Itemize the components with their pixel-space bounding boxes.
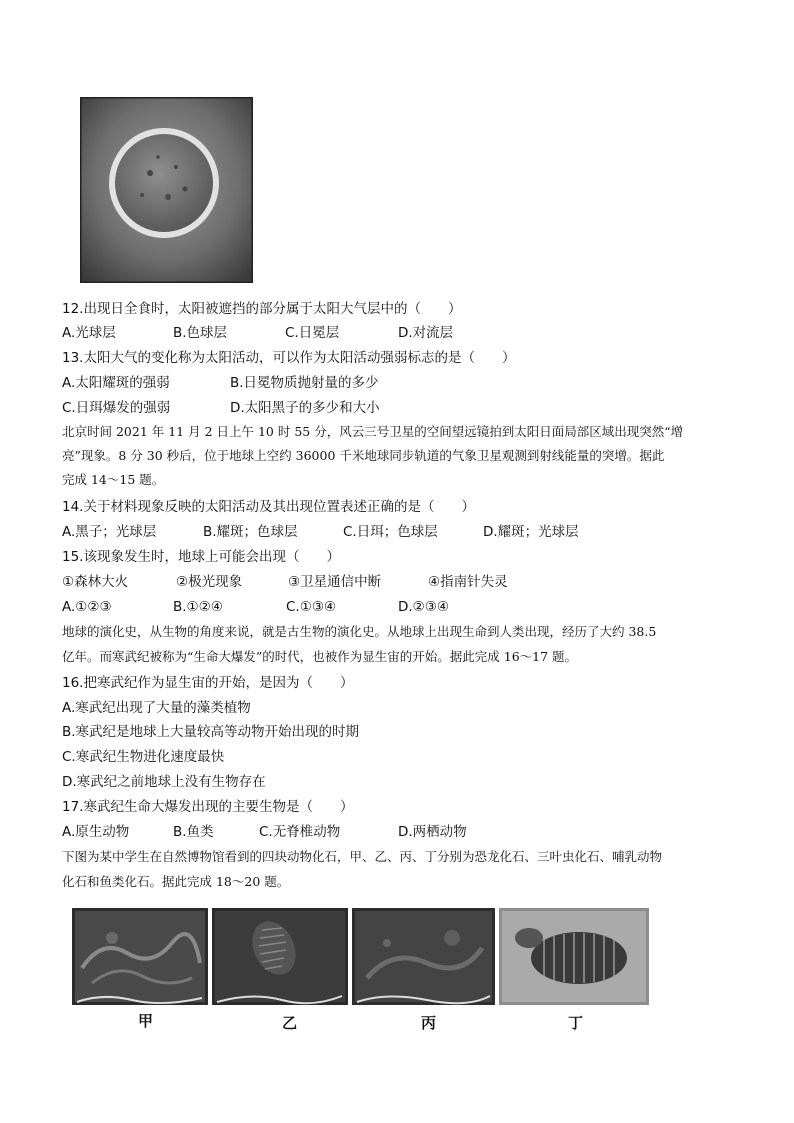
fossil-image-yi [212,908,348,1005]
q12-option-d[interactable]: D.对流层 [398,325,454,341]
q17-option-d[interactable]: D.两栖动物 [398,824,467,840]
passage-3-line-1: 下图为某中学生在自然博物馆看到的四块动物化石，甲、乙、丙、丁分别为恐龙化石、三叶虫化石、哺乳动物 [62,849,663,864]
q14-option-b[interactable]: B.耀斑；色球层 [203,524,298,540]
passage-3-line-2: 化石和鱼类化石。据此完成 18～20 题。 [62,874,290,889]
q14-option-d[interactable]: D.耀斑；光球层 [483,524,579,540]
solar-eclipse-photo [80,97,253,283]
q17-option-b[interactable]: B.鱼类 [173,824,214,840]
fossil-image-jia [72,908,208,1005]
q15-item-4: ④指南针失灵 [428,574,508,590]
question-17-stem: 17.寒武纪生命大爆发出现的主要生物是（ ） [62,799,354,815]
fossil-label-ding: 丁 [568,1014,584,1032]
question-16-stem: 16.把寒武纪作为显生宙的开始，是因为（ ） [62,675,354,691]
passage-2-line-2: 亿年。而寒武纪被称为“生命大爆发”的时代，也被作为显生宙的开始。据此完成 16～17 题。 [62,649,578,664]
q15-item-3: ③卫星通信中断 [288,574,382,590]
q16-option-b[interactable]: B.寒武纪是地球上大量较高等动物开始出现的时期 [62,724,360,740]
q15-item-2: ②极光现象 [176,574,243,590]
passage-1-line-3: 完成 14～15 题。 [62,472,165,487]
question-15-stem: 15.该现象发生时，地球上可能会出现（ ） [62,549,340,565]
fossil-image-bing [352,908,495,1005]
q13-option-d[interactable]: D.太阳黑子的多少和大小 [230,400,380,416]
question-13-stem: 13.太阳大气的变化称为太阳活动，可以作为太阳活动强弱标志的是（ ） [62,350,516,366]
fossil-image-ding [499,908,649,1005]
fossil-label-jia: 甲 [138,1012,154,1030]
fossil-label-yi: 乙 [282,1014,298,1032]
q16-option-a[interactable]: A.寒武纪出现了大量的藻类植物 [62,700,251,716]
q13-option-b[interactable]: B.日冕物质抛射量的多少 [230,375,379,391]
q16-option-c[interactable]: C.寒武纪生物进化速度最快 [62,749,225,765]
passage-1-line-1: 北京时间 2021 年 11 月 2 日上午 10 时 55 分，风云三号卫星的空间望远镜拍到太阳日面局部区域出现突然“增 [62,424,684,439]
q17-option-c[interactable]: C.无脊椎动物 [259,824,341,840]
q15-option-a[interactable]: A.①②③ [62,599,112,615]
q15-option-d[interactable]: D.②③④ [398,599,449,615]
q15-option-c[interactable]: C.①③④ [286,599,337,615]
q12-option-c[interactable]: C.日冕层 [285,325,340,341]
question-14-stem: 14.关于材料现象反映的太阳活动及其出现位置表述正确的是（ ） [62,499,475,515]
q15-item-1: ①森林大火 [62,574,129,590]
q14-option-a[interactable]: A.黑子；光球层 [62,524,157,540]
q15-option-b[interactable]: B.①②④ [173,599,223,615]
q13-option-c[interactable]: C.日珥爆发的强弱 [62,400,171,416]
fossil-label-bing: 丙 [421,1014,437,1032]
passage-1-line-2: 亮”现象。8 分 30 秒后，位于地球上空约 36000 千米地球同步轨道的气象卫星观测到射线能量的突增。据此 [62,448,665,463]
passage-2-line-1: 地球的演化史，从生物的角度来说，就是古生物的演化史。从地球上出现生命到人类出现，经历了大约 38.5 [62,624,657,639]
q13-option-a[interactable]: A.太阳耀斑的强弱 [62,375,170,391]
q16-option-d[interactable]: D.寒武纪之前地球上没有生物存在 [62,774,266,790]
question-12-stem: 12.出现日全食时，太阳被遮挡的部分属于太阳大气层中的（ ） [62,301,462,317]
q12-option-a[interactable]: A.光球层 [62,325,116,341]
q12-option-b[interactable]: B.色球层 [173,325,228,341]
q17-option-a[interactable]: A.原生动物 [62,824,130,840]
q14-option-c[interactable]: C.日珥；色球层 [343,524,438,540]
